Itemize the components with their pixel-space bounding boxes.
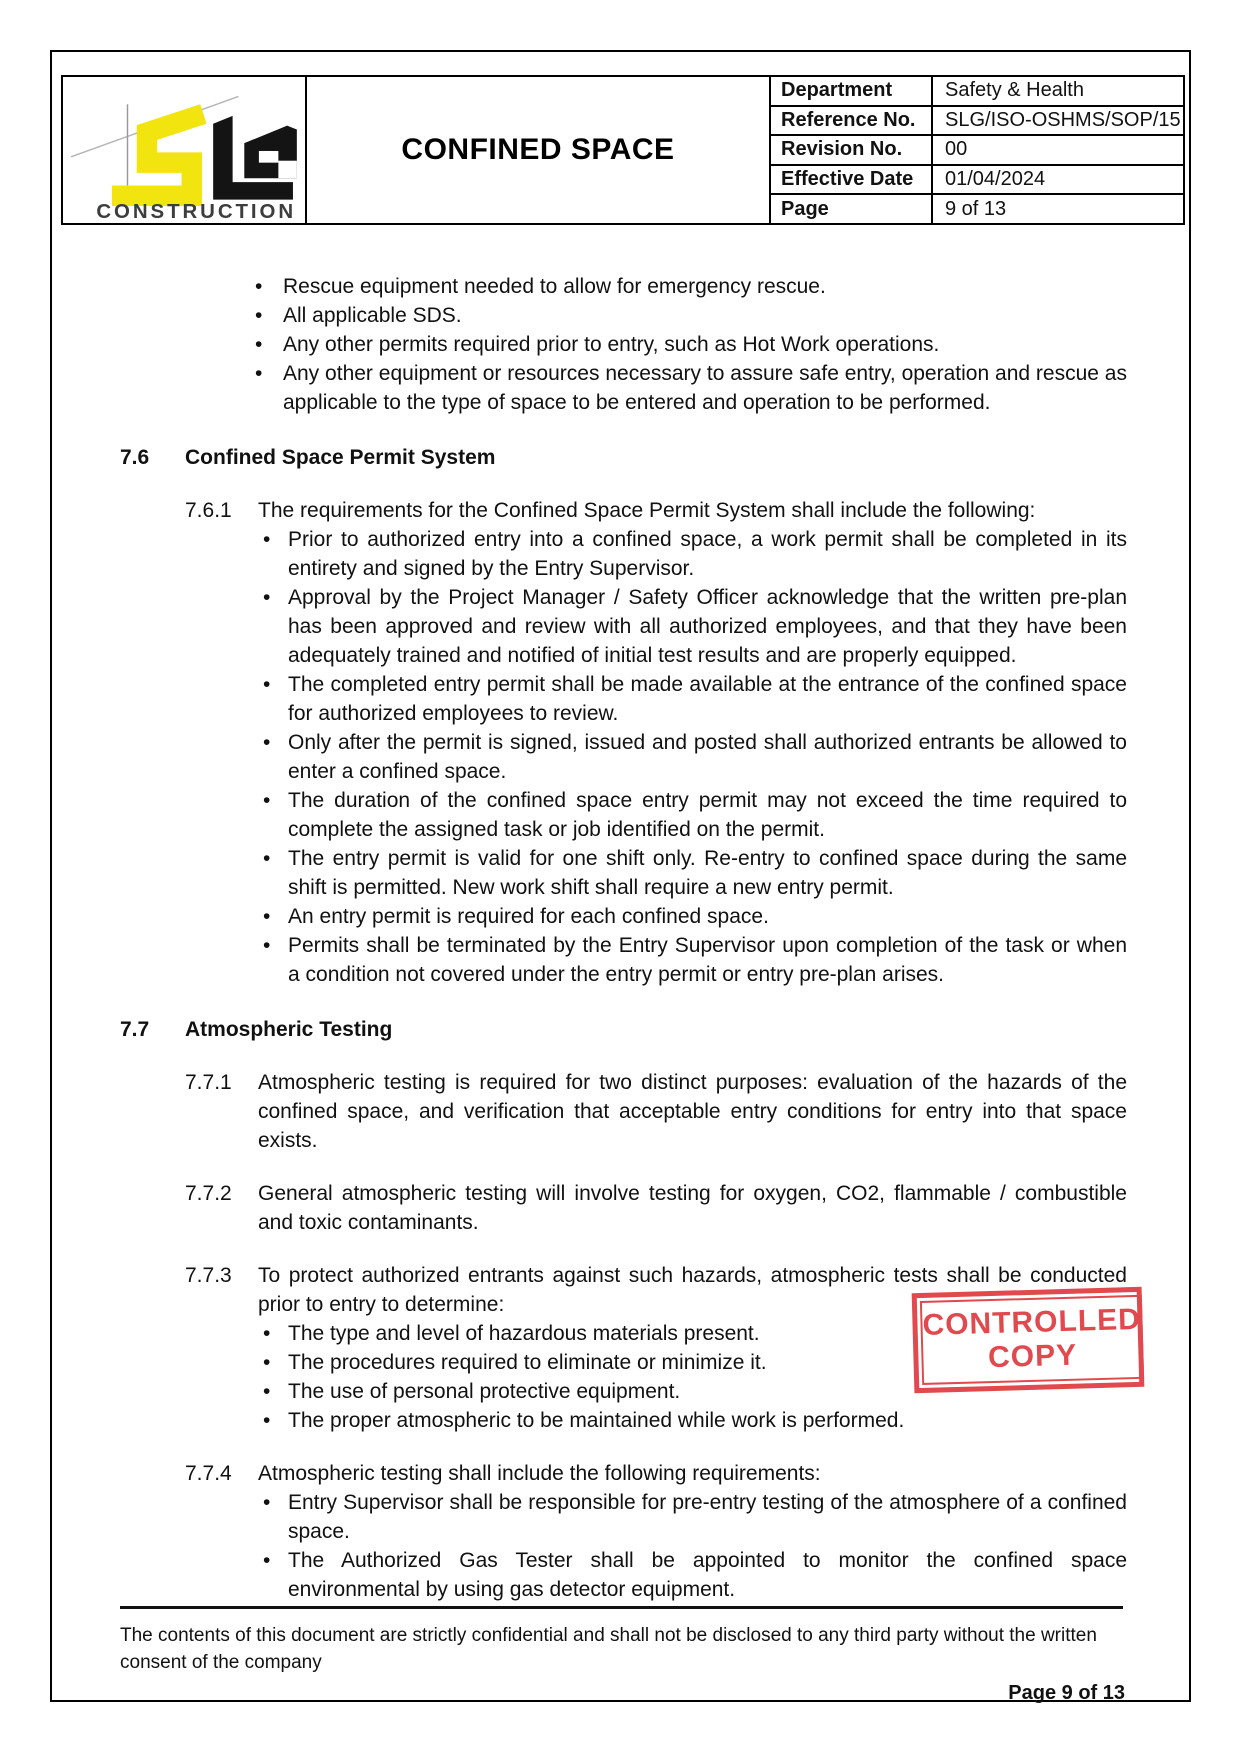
item-bullet-list [258,525,1127,989]
numbered-item [120,1179,1127,1237]
intro-bullet: • All applicable SDS. [120,301,1127,330]
section-heading [120,443,1127,472]
item-bullet: • The entry permit is valid for one shift only. Re-entry to confined space during the same shift is permitted. New work shift shall require a new entry permit. [258,844,1127,902]
header-meta-table [771,77,1183,223]
stamp-line1: CONTROLLED [922,1302,1142,1342]
item-text: Atmospheric testing shall include the following requirements: [258,1462,821,1485]
document-body [120,272,1127,1604]
item-text: The requirements for the Confined Space Permit System shall include the following: [258,499,1036,522]
item-bullet: • An entry permit is required for each confined space. [258,902,1127,931]
header-meta-row [771,195,1183,223]
document-header [61,75,1185,225]
item-number: 7.7.2 [185,1182,232,1205]
meta-value: 00 [945,138,968,161]
document-title: CONFINED SPACE [401,133,675,166]
header-meta-row [771,136,1183,166]
page-number: Page 9 of 13 [1008,1682,1125,1704]
confidentiality-note: The contents of this document are strictly confidential and shall not be disclosed to any third party without the written consent of the company [120,1625,1097,1673]
intro-bullet-list [120,272,1127,417]
meta-value: Safety & Health [945,79,1084,102]
item-bullet: • Prior to authorized entry into a confined space, a work permit shall be completed in its entirety and signed by the Entry Supervisor. [258,525,1127,583]
section-heading [120,1015,1127,1044]
meta-value: 01/04/2024 [945,168,1046,191]
logo-wordmark: CONSTRUCTION [96,200,297,223]
item-bullet: • The Authorized Gas Tester shall be appointed to monitor the confined space environmental by using gas detector equipment. [258,1546,1127,1604]
item-text: Atmospheric testing is required for two distinct purposes: evaluation of the hazards of the confined space, and verification that acceptable entry conditions for entry into that space exists. [258,1071,1127,1152]
controlled-copy-stamp [912,1287,1145,1393]
title-cell [307,77,771,223]
item-bullet: • Approval by the Project Manager / Safety Officer acknowledge that the written pre-plan has been approved and review with all authorized employees, and that they have been adequately trained and notified of initial test results and are properly equipped. [258,583,1127,670]
item-number: 7.6.1 [185,499,232,522]
meta-label: Reference No. [771,107,933,135]
meta-label: Department [771,77,933,105]
item-text: General atmospheric testing will involve testing for oxygen, CO2, flammable / combustible and toxic contaminants. [258,1182,1127,1234]
item-number: 7.7.1 [185,1071,232,1094]
item-bullet: • The use of personal protective equipment. [258,1377,1127,1406]
meta-value: SLG/ISO-OSHMS/SOP/15 [945,108,1181,131]
meta-label: Effective Date [771,166,933,194]
item-bullet: • The duration of the confined space entry permit may not exceed the time required to complete the assigned task or job identified on the permit. [258,786,1127,844]
section-title: Confined Space Permit System [185,446,496,469]
item-number: 7.7.3 [185,1264,232,1287]
company-logo [63,77,307,223]
header-meta-row [771,166,1183,196]
item-bullet: • The proper atmospheric to be maintained while work is performed. [258,1406,1127,1435]
document-footer [120,1622,1125,1707]
controlled-copy-stamp-text [920,1295,1145,1385]
meta-label: Page [771,195,933,223]
section-number: 7.7 [120,1018,150,1041]
item-bullet: • The completed entry permit shall be made available at the entrance of the confined space for authorized employees to review. [258,670,1127,728]
item-bullet-list [258,1488,1127,1604]
intro-bullet: • Any other equipment or resources necessary to assure safe entry, operation and rescue as applicable to the type of space to be entered and operation to be performed. [120,359,1127,417]
item-bullet: • Only after the permit is signed, issued and posted shall authorized entrants be allowed to enter a confined space. [258,728,1127,786]
numbered-item [120,1459,1127,1604]
meta-label: Revision No. [771,136,933,164]
stamp-line2: COPY [987,1338,1078,1375]
slg-logo-icon [63,77,301,223]
footer-divider [120,1606,1123,1609]
header-meta-row [771,107,1183,137]
item-bullet: • The type and level of hazardous materials present. [258,1319,1127,1348]
item-bullet: • Entry Supervisor shall be responsible for pre-entry testing of the atmosphere of a confined space. [258,1488,1127,1546]
numbered-item [120,1068,1127,1155]
sections [120,443,1127,1604]
meta-value: 9 of 13 [945,197,1007,220]
intro-bullet: • Any other permits required prior to entry, such as Hot Work operations. [120,330,1127,359]
intro-bullet: • Rescue equipment needed to allow for emergency rescue. [120,272,1127,301]
header-meta-row [771,77,1183,107]
item-bullet: • Permits shall be terminated by the Entry Supervisor upon completion of the task or when a condition not covered under the entry permit or entry pre-plan arises. [258,931,1127,989]
numbered-item [120,496,1127,989]
item-number: 7.7.4 [185,1462,232,1485]
section-title: Atmospheric Testing [185,1018,393,1041]
section-number: 7.6 [120,446,150,469]
item-text: To protect authorized entrants against such hazards, atmospheric tests shall be conducted prior to entry to determine: [258,1264,1127,1316]
item-bullet: • The procedures required to eliminate or minimize it. [258,1348,1127,1377]
